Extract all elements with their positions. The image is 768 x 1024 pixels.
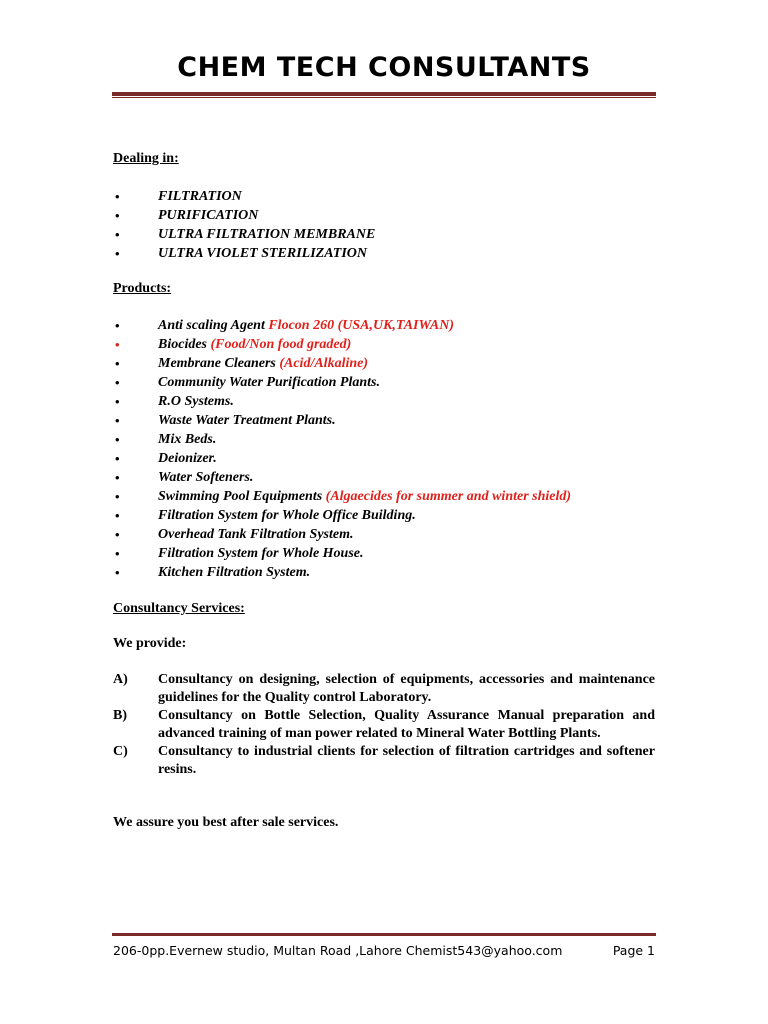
list-item: A) Consultancy on designing, selection of equipments, accessories and maintenance guidelines for the Quality control Laboratory. xyxy=(113,672,655,705)
page-title: CHEM TECH CONSULTANTS xyxy=(177,52,591,83)
bullet-icon: • xyxy=(115,527,120,542)
bullet-icon: • xyxy=(115,489,120,504)
list-item: C) Consultancy to industrial clients for selection of filtration cartridges and softener resins. xyxy=(113,744,655,777)
item-letter: C) xyxy=(113,744,128,759)
list-item: • Membrane Cleaners (Acid/Alkaline) xyxy=(115,356,369,371)
list-item: • Filtration System for Whole House. xyxy=(115,546,364,561)
bullet-icon: • xyxy=(115,375,120,390)
list-item: • Community Water Purification Plants. xyxy=(115,375,380,390)
bullet-icon: • xyxy=(115,189,120,204)
footer xyxy=(113,943,655,958)
list-item: • PURIFICATION xyxy=(115,208,259,223)
list-item: • ULTRA FILTRATION MEMBRANE xyxy=(115,227,376,242)
item-letter: B) xyxy=(113,708,127,723)
products-heading: Products: xyxy=(113,281,172,296)
closing-statement: We assure you best after sale services. xyxy=(113,815,339,830)
bullet-icon: • xyxy=(115,508,120,523)
bullet-icon: • xyxy=(115,394,120,409)
bullet-icon: • xyxy=(115,246,120,261)
bullet-icon: • xyxy=(115,470,120,485)
list-item: • Water Softeners. xyxy=(115,470,254,485)
footer-rule xyxy=(112,933,656,936)
list-item: • R.O Systems. xyxy=(115,394,234,409)
footer-address: 206-0pp.Evernew studio, Multan Road ,Lahore Chemist543@yahoo.com xyxy=(113,943,563,958)
bullet-icon: • xyxy=(115,451,120,466)
consultancy-heading: Consultancy Services: xyxy=(113,601,245,616)
bullet-icon: • xyxy=(115,227,120,242)
consultancy-list xyxy=(113,671,655,779)
bullet-icon: • xyxy=(115,546,120,561)
consultancy-intro: We provide: xyxy=(113,636,187,651)
dealing-list xyxy=(113,187,375,263)
bullet-icon: • xyxy=(115,432,120,447)
header-rule xyxy=(112,92,656,96)
bullet-icon: • xyxy=(115,413,120,428)
list-item: • Mix Beds. xyxy=(115,432,217,447)
list-item: • Deionizer. xyxy=(115,451,217,466)
list-item: • Biocides (Food/Non food graded) xyxy=(115,337,352,352)
list-item: • Anti scaling Agent Flocon 260 (USA,UK,TAIWAN) xyxy=(115,318,455,333)
list-item: • Filtration System for Whole Office Building. xyxy=(115,508,416,523)
bullet-icon: • xyxy=(115,565,120,580)
list-item: • Waste Water Treatment Plants. xyxy=(115,413,336,428)
list-item: • ULTRA VIOLET STERILIZATION xyxy=(115,246,368,261)
list-item: • Overhead Tank Filtration System. xyxy=(115,527,354,542)
bullet-icon: • xyxy=(115,208,120,223)
item-letter: A) xyxy=(113,672,128,687)
page-number: Page 1 xyxy=(612,943,655,958)
list-item: • Kitchen Filtration System. xyxy=(115,565,311,580)
list-item: • FILTRATION xyxy=(115,189,242,204)
bullet-icon: • xyxy=(115,356,120,371)
products-list xyxy=(113,316,571,582)
bullet-icon: • xyxy=(115,318,120,333)
bullet-icon: • xyxy=(115,337,120,352)
header-rule-thin xyxy=(112,97,656,98)
list-item: • Swimming Pool Equipments (Algaecides for summer and winter shield) xyxy=(115,489,572,504)
dealing-heading: Dealing in: xyxy=(113,151,179,166)
list-item: B) Consultancy on Bottle Selection, Quality Assurance Manual preparation and advanced training of man power related to Mineral Water Bottling Plants. xyxy=(113,708,655,741)
